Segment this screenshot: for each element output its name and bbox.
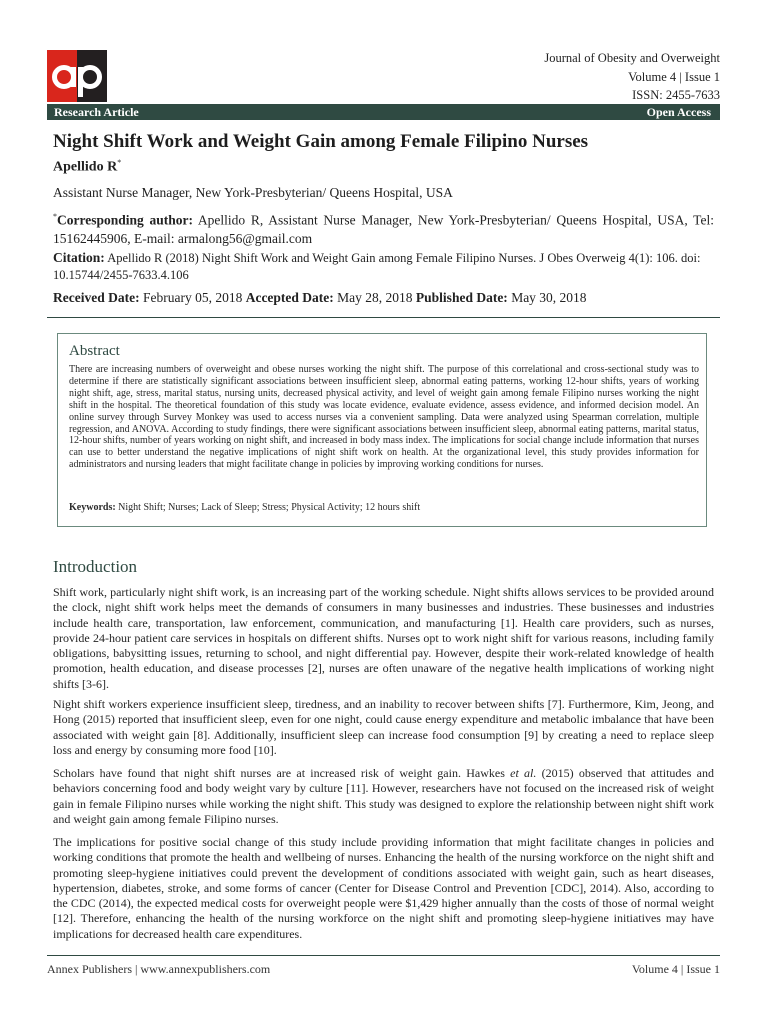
journal-name: Journal of Obesity and Overweight <box>544 51 720 65</box>
paragraph-3-part-1: Scholars have found that night shift nurses are at increased risk of weight gain. Hawkes <box>53 766 511 780</box>
author-line <box>53 158 121 176</box>
introduction-paragraph-4: The implications for positive social change of this study include providing information that might facilitate changes in policies and working conditions that promote the health and wellbeing of nurses. Enhancing the health of the nursing workforce on the night shift and promoting sleep-hygiene initiatives could prevent the development of conditions associated with weight gain, such as heart diseases, hypertension, diabetes, stroke, and some forms of cancer (Center for Disease Control and Prevention [CDC], 2014). Also, according to the CDC (2014), the expected medical costs for overweight people were $1,429 higher annually than the costs of those of normal weight [12]. Therefore, enhancing the health of the nursing workforce on the night shift and promoting sleep-hygiene initiatives may have implications for decreased health care expenditures. <box>53 835 714 941</box>
corresponding-label: Corresponding author: <box>57 212 193 228</box>
keywords <box>69 502 420 513</box>
annex-publishers-logo <box>47 50 107 102</box>
introduction-paragraph-3 <box>53 766 714 827</box>
corresponding-author <box>53 208 714 248</box>
introduction-heading: Introduction <box>53 557 138 576</box>
article-type-label: Research Article <box>54 105 139 119</box>
accepted-date: May 28, 2018 <box>337 290 413 305</box>
citation <box>53 249 714 284</box>
open-access-label: Open Access <box>646 105 711 119</box>
published-date: May 30, 2018 <box>511 290 587 305</box>
citation-label: Citation: <box>53 250 105 265</box>
citation-text: Apellido R (2018) Night Shift Work and Weight Gain among Female Filipino Nurses. J Obes Overweig 4(1): 106. doi: 10.15744/2455-7633.4.106 <box>53 251 701 282</box>
corresponding-mark: * <box>53 212 57 221</box>
header-divider <box>47 317 720 318</box>
keywords-text: Night Shift; Nurses; Lack of Sleep; Stress; Physical Activity; 12 hours shift <box>118 502 421 513</box>
introduction-paragraph-1: Shift work, particularly night shift work, is an increasing part of the working schedule. Night shifts allows services to be provided around the clock, night shift work helps meet the demands of consumers in many businesses and industries. These businesses and industries include health care, transportation, law enforcement, communication, and manufacturing [1]. Health care providers, such as nurses, provide 24-hour patient care services in hospitals on different shifts. Nurses opt to work night shift for various reasons, including family obligations, babysitting issues, returning to school, and night differential pay. However, despite their work-related knowledge of health promotion, health education, and disease processes [2], nurses are often unaware of the negative health implications of working night shifts [3-6]. <box>53 585 714 691</box>
paragraph-3-part-2: (2015) observed that attitudes and behaviors concerning food and body weight vary by culture [11]. However, researchers have not focused on the increased risk of weight gain in female Filipino nurses while working the night shift. This study was designed to explore the relationship between night shift work and weight gain among female Filipino nurses. <box>53 766 715 826</box>
abstract-box <box>57 333 707 527</box>
header-band <box>47 104 720 120</box>
journal-info <box>544 49 720 105</box>
article-dates <box>53 290 587 306</box>
corresponding-text: Apellido R, Assistant Nurse Manager, New York-Presbyterian/ Queens Hospital, USA, Tel: 15162445906, E-mail: armalong56@gmail.com <box>53 212 714 246</box>
abstract-heading: Abstract <box>69 343 120 359</box>
received-label: Received Date: <box>53 290 140 305</box>
published-label: Published Date: <box>415 290 508 305</box>
journal-volume-issue: Volume 4 | Issue 1 <box>628 69 720 84</box>
journal-issn: ISSN: 2455-7633 <box>632 88 720 102</box>
footer-publisher: Annex Publishers | www.annexpublishers.com <box>47 962 271 976</box>
paragraph-3-et-al: et al. <box>510 766 537 780</box>
received-date: February 05, 2018 <box>142 290 243 305</box>
accepted-label: Accepted Date: <box>245 290 334 305</box>
author-mark: * <box>117 158 122 167</box>
article-title: Night Shift Work and Weight Gain among Female Filipino Nurses <box>53 131 589 152</box>
affiliation: Assistant Nurse Manager, New York-Presbyterian/ Queens Hospital, USA <box>53 185 453 200</box>
footer-divider <box>47 955 720 956</box>
author-name: Apellido R <box>53 159 118 175</box>
introduction-paragraph-2: Night shift workers experience insufficient sleep, tiredness, and an inability to recover between shifts [7]. Furthermore, Kim, Jeong, and Hong (2015) reported that insufficient sleep, even for one night, could cause energy expenditure and metabolic imbalance that have been associated with weight gain [8]. Additionally, insufficient sleep can increase food consumption [9] by creating a need to replace sleep loss and energy by consuming more food [10]. <box>53 697 714 757</box>
footer-volume-issue: Volume 4 | Issue 1 <box>631 962 720 976</box>
abstract-text: There are increasing numbers of overweight and obese nurses working the night shift. The purpose of this correlational and cross-sectional study was to determine if there are statistically significant associations between insufficient sleep, abnormal eating patterns, working 12-hour shifts, years of working night shift, age, stress, marital status, nursing units, decreased physical activity, and level of weight gain among female Filipino nurses working the night shift in the hospital. The theoretical foundation of this study was locate evidence, evaluate evidence, assess evidence, and informed decision model. An online survey through Survey Monkey was used to access nurses via a convenient sampling. Data were analyzed using Spearman correlation, multiple regression, and ANOVA. According to study findings, there were significant associations between insufficient sleep, abnormal eating patterns, marital status, 12-hour shifts, number of years working on night shift, and increased in body mass index. The implications for social change include information that nurses can use to better understand the negative implications of night shift work on health. At the organizational level, this study provides information for administrators and nursing leaders that might facilitate change in policies by improving working conditions for nurses. <box>69 364 699 471</box>
keywords-label: Keywords: <box>69 502 116 513</box>
